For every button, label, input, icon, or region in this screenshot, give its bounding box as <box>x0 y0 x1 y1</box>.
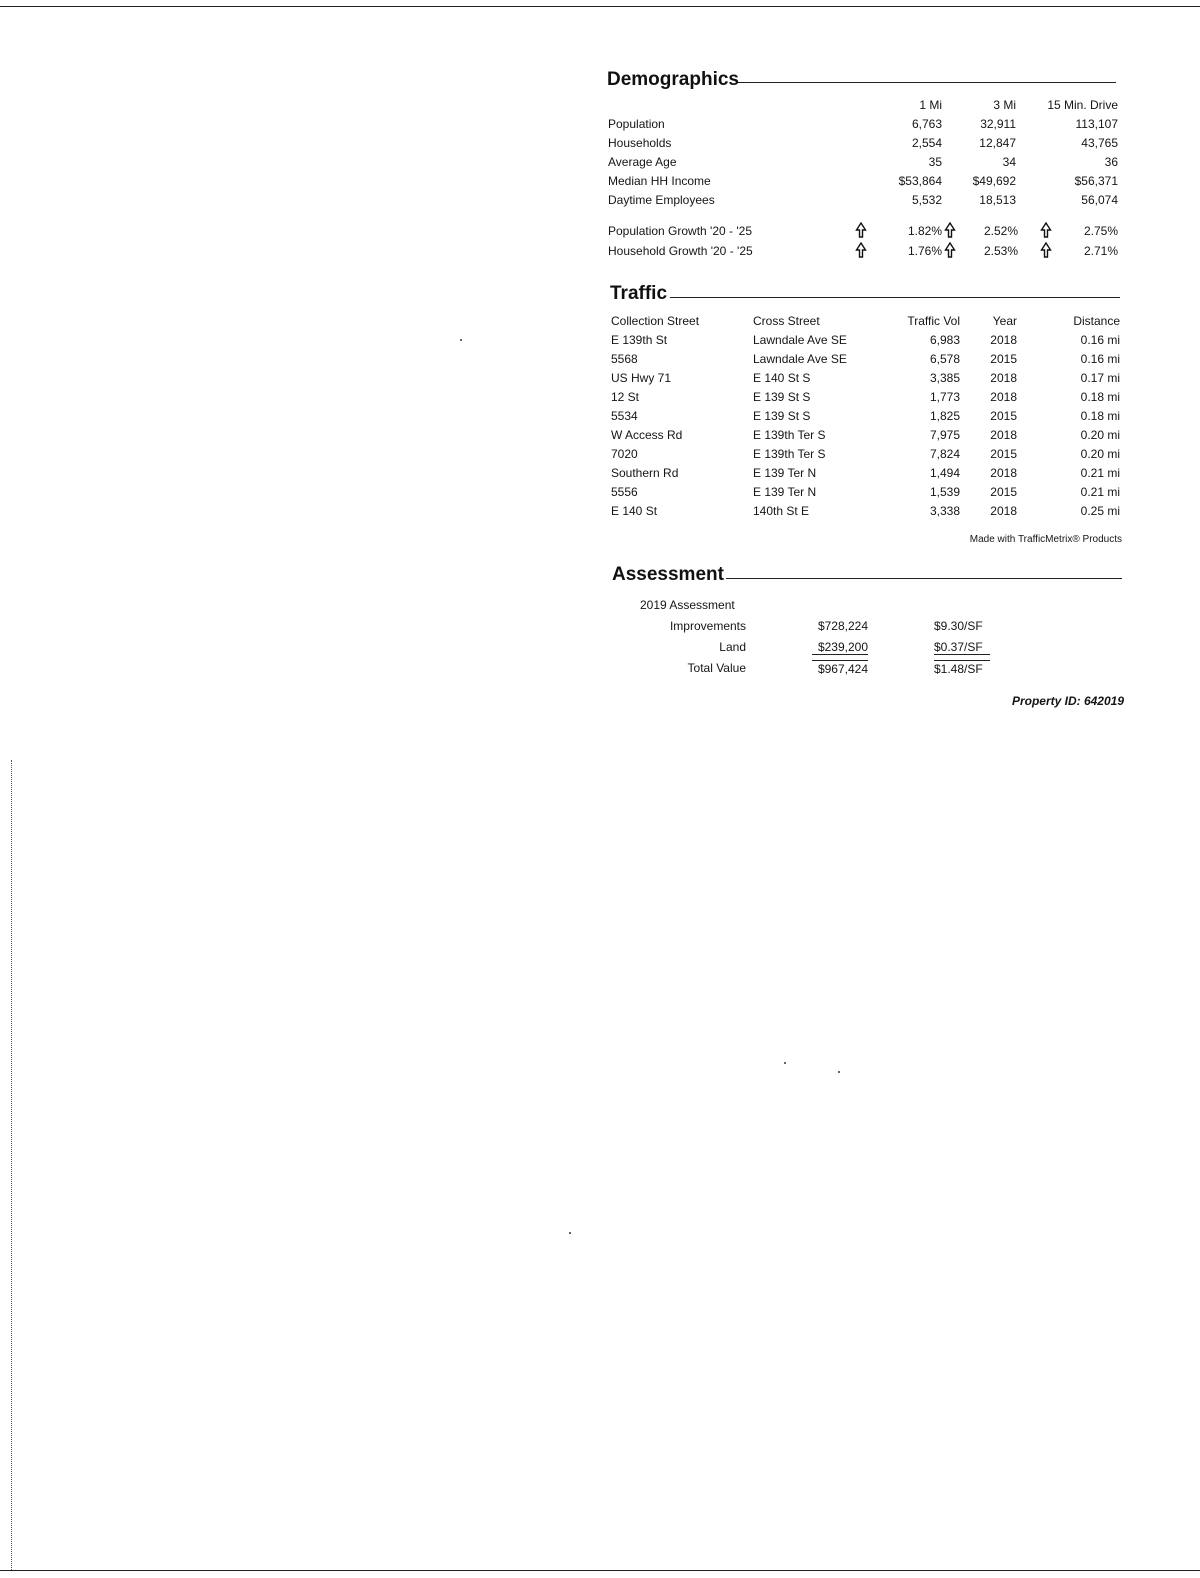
traffic-cross: E 139th Ter S <box>753 447 826 461</box>
growth-row-label: Household Growth '20 - '25 <box>608 244 753 258</box>
assessment-rule <box>726 578 1122 579</box>
traffic-street: 5556 <box>611 485 638 499</box>
assessment-per-sf: $0.37/SF <box>934 640 990 655</box>
traffic-cross: E 139 St S <box>753 409 811 423</box>
traffic-dist: 0.25 mi <box>1080 504 1120 518</box>
traffic-vol: 1,494 <box>929 466 960 480</box>
demographics-cell: 43,765 <box>1081 136 1118 150</box>
demographics-rule <box>738 82 1116 83</box>
traffic-vol: 6,578 <box>929 352 960 366</box>
scan-speck <box>784 1062 786 1064</box>
assessment-title: Assessment <box>612 564 724 585</box>
traffic-cross: Lawndale Ave SE <box>753 352 847 366</box>
traffic-credit: Made with TrafficMetrix® Products <box>969 534 1122 545</box>
page-bottom-border <box>0 1570 1200 1571</box>
traffic-dist: 0.16 mi <box>1080 352 1120 366</box>
scan-speck <box>838 1071 840 1073</box>
growth-cell: 2.71% <box>1083 244 1118 258</box>
demographics-cell: 35 <box>928 155 942 169</box>
demographics-col-header: 15 Min. Drive <box>1047 98 1118 112</box>
demographics-cell: 6,763 <box>911 117 942 131</box>
assessment-total-per-sf: $1.48/SF <box>934 660 990 676</box>
growth-arrow-up-icon <box>855 242 867 258</box>
traffic-dist: 0.21 mi <box>1080 485 1120 499</box>
growth-arrow-up-icon <box>1040 242 1052 258</box>
traffic-dist: 0.18 mi <box>1080 409 1120 423</box>
traffic-street: 7020 <box>611 447 638 461</box>
traffic-cross: E 140 St S <box>753 371 811 385</box>
traffic-year: 2018 <box>990 504 1017 518</box>
growth-cell: 1.82% <box>907 224 942 238</box>
growth-arrow-up-icon <box>855 222 867 238</box>
demographics-cell: 36 <box>1104 155 1118 169</box>
traffic-year: 2015 <box>990 352 1017 366</box>
demographics-cell: 32,911 <box>980 117 1016 131</box>
demographics-cell: $56,371 <box>1074 174 1118 188</box>
traffic-year: 2018 <box>990 428 1017 442</box>
traffic-title: Traffic <box>610 283 668 304</box>
demographics-title: Demographics <box>607 69 739 90</box>
demographics-cell: 56,074 <box>1081 193 1118 207</box>
traffic-vol: 6,983 <box>929 333 960 347</box>
traffic-street: 12 St <box>611 390 640 404</box>
demographics-row-label: Households <box>608 136 672 150</box>
traffic-dist: 0.20 mi <box>1080 447 1120 461</box>
assessment-value: $728,224 <box>817 619 868 633</box>
traffic-vol: 1,539 <box>929 485 960 499</box>
assessment-total-value: $967,424 <box>812 660 868 676</box>
traffic-col-header: Year <box>992 314 1017 328</box>
traffic-dist: 0.21 mi <box>1080 466 1120 480</box>
demographics-row-label: Population <box>608 117 665 131</box>
demographics-row-label: Average Age <box>608 155 677 169</box>
scan-speck <box>569 1232 571 1234</box>
traffic-dist: 0.18 mi <box>1080 390 1120 404</box>
scan-edge-line <box>11 760 12 1570</box>
traffic-year: 2015 <box>990 409 1017 423</box>
traffic-street: Southern Rd <box>611 466 679 480</box>
growth-cell: 2.75% <box>1083 224 1118 238</box>
scan-speck <box>460 339 462 341</box>
traffic-street: W Access Rd <box>611 428 683 442</box>
demographics-cell: 2,554 <box>911 136 942 150</box>
growth-row-label: Population Growth '20 - '25 <box>608 224 752 238</box>
traffic-rule <box>670 297 1120 298</box>
traffic-cross: E 139th Ter S <box>753 428 826 442</box>
demographics-row-label: Daytime Employees <box>608 193 715 207</box>
demographics-cell: $49,692 <box>972 174 1016 188</box>
traffic-year: 2015 <box>990 447 1017 461</box>
traffic-year: 2018 <box>990 466 1017 480</box>
demographics-cell: $53,864 <box>898 174 942 188</box>
traffic-street: E 140 St <box>611 504 658 518</box>
traffic-col-header: Traffic Vol <box>907 314 960 328</box>
traffic-col-header: Distance <box>1073 314 1120 328</box>
traffic-vol: 3,338 <box>929 504 960 518</box>
traffic-cross: E 139 Ter N <box>753 466 817 480</box>
assessment-row-label: Total Value <box>687 661 746 675</box>
assessment-year-label: 2019 Assessment <box>640 598 735 612</box>
assessment-row-label: Improvements <box>669 619 746 633</box>
traffic-year: 2018 <box>990 333 1017 347</box>
traffic-street: 5568 <box>611 352 638 366</box>
traffic-year: 2015 <box>990 485 1017 499</box>
traffic-cross: 140th St E <box>753 504 810 518</box>
demographics-col-header: 3 Mi <box>993 98 1016 112</box>
traffic-vol: 1,825 <box>929 409 960 423</box>
demographics-row-label: Median HH Income <box>608 174 711 188</box>
traffic-year: 2018 <box>990 390 1017 404</box>
traffic-cross: E 139 Ter N <box>753 485 817 499</box>
traffic-dist: 0.16 mi <box>1080 333 1120 347</box>
traffic-vol: 1,773 <box>929 390 960 404</box>
traffic-street: US Hwy 71 <box>611 371 672 385</box>
growth-cell: 1.76% <box>907 244 942 258</box>
traffic-cross: E 139 St S <box>753 390 811 404</box>
property-id: Property ID: 642019 <box>1011 694 1124 708</box>
demographics-cell: 5,532 <box>911 193 942 207</box>
traffic-cross: Lawndale Ave SE <box>753 333 847 347</box>
page-top-border <box>0 6 1200 7</box>
traffic-year: 2018 <box>990 371 1017 385</box>
traffic-vol: 7,824 <box>929 447 960 461</box>
growth-cell: 2.52% <box>983 224 1018 238</box>
traffic-street: 5534 <box>611 409 638 423</box>
demographics-cell: 113,107 <box>1075 117 1118 131</box>
demographics-col-header: 1 Mi <box>919 98 942 112</box>
growth-cell: 2.53% <box>983 244 1018 258</box>
assessment-row-label: Land <box>719 640 746 654</box>
traffic-col-header: Cross Street <box>753 314 820 328</box>
assessment-per-sf: $9.30/SF <box>934 619 983 633</box>
demographics-cell: 18,513 <box>979 193 1016 207</box>
demographics-cell: 12,847 <box>979 136 1016 150</box>
traffic-vol: 3,385 <box>929 371 960 385</box>
traffic-dist: 0.17 mi <box>1080 371 1120 385</box>
assessment-value: $239,200 <box>812 640 868 655</box>
traffic-col-header: Collection Street <box>611 314 700 328</box>
demographics-cell: 34 <box>1002 155 1016 169</box>
traffic-dist: 0.20 mi <box>1080 428 1120 442</box>
traffic-vol: 7,975 <box>929 428 960 442</box>
traffic-street: E 139th St <box>611 333 668 347</box>
growth-arrow-up-icon <box>1040 222 1052 238</box>
